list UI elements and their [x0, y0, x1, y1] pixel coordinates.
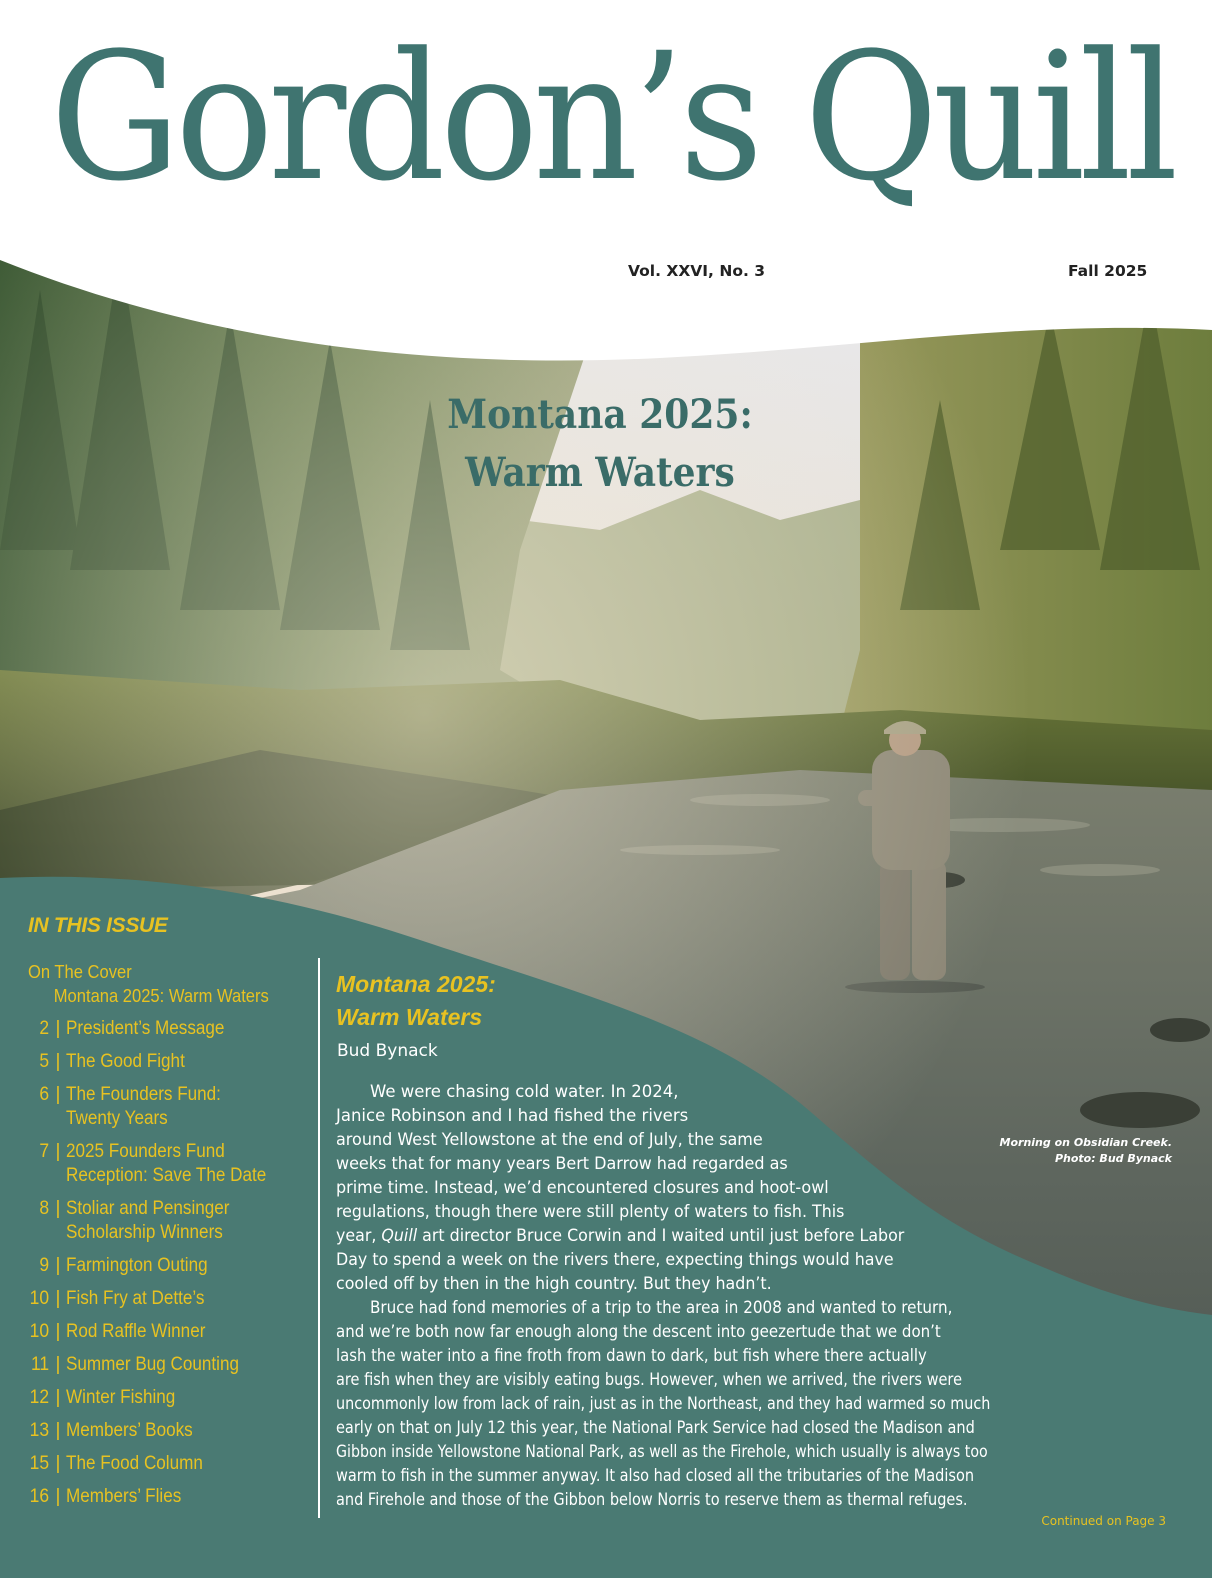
toc-item-title: The Food Column [66, 1453, 203, 1474]
article-italic-quill: Quill [381, 1226, 418, 1245]
toc-page-number: 12 [29, 1387, 50, 1408]
toc-separator: | [55, 1084, 61, 1105]
toc-item[interactable] [28, 1452, 308, 1476]
toc-item[interactable] [28, 1386, 308, 1410]
cover-headline-line1: Montana 2025: [447, 391, 753, 438]
article-byline: Bud Bynack [337, 1041, 438, 1061]
toc-item[interactable] [28, 1140, 308, 1188]
photo-caption-line1: Morning on Obsidian Creek. [999, 1136, 1172, 1149]
toc-page-number: 5 [39, 1051, 50, 1072]
toc-separator: | [55, 1288, 61, 1309]
article-line: Janice Robinson and I had fished the rivers [336, 1106, 689, 1125]
article-line: are fish when they are visibly eating bugs. However, when we arrived, the rivers were [336, 1370, 963, 1389]
continued-link[interactable]: Continued on Page 3 [1041, 1514, 1166, 1528]
article-line: and we’re both now far enough along the descent into geezertude that we don’t [336, 1322, 941, 1341]
toc-item-title: President’s Message [66, 1018, 225, 1039]
volume-number: Vol. XXVI, No. 3 [628, 262, 766, 280]
toc-heading: IN THIS ISSUE [28, 914, 168, 937]
toc-item[interactable] [28, 1353, 308, 1377]
toc-separator: | [55, 1141, 61, 1162]
toc-item-title: The Founders Fund: Twenty Years [66, 1084, 221, 1129]
table-of-contents [28, 914, 308, 1518]
toc-list [28, 1017, 308, 1509]
toc-item-title: Rod Raffle Winner [66, 1321, 206, 1342]
article-title-line2: Warm Waters [336, 1004, 483, 1030]
toc-cover-label: On The Cover [28, 962, 132, 982]
toc-page-number: 7 [39, 1141, 50, 1162]
article-line: Day to spend a week on the rivers there, expecting things would have [336, 1250, 894, 1269]
toc-separator: | [55, 1354, 61, 1375]
toc-item-title: 2025 Founders Fund Reception: Save The Date [66, 1141, 267, 1186]
toc-separator: | [55, 1051, 61, 1072]
toc-item[interactable] [28, 1287, 308, 1311]
article-line: uncommonly low from lack of rain, just as in the Northeast, and they had warmed so much [336, 1394, 991, 1413]
article-line: around West Yellowstone at the end of July, the same [336, 1130, 763, 1149]
article-line: lash the water into a fine froth from dawn to dark, but fish where there actually [336, 1346, 927, 1365]
toc-page-number: 8 [39, 1198, 50, 1219]
toc-page-number: 11 [30, 1354, 50, 1375]
toc-separator: | [55, 1420, 61, 1441]
toc-page-number: 2 [39, 1018, 50, 1039]
article-line: We were chasing cold water. In 2024, [370, 1082, 679, 1101]
toc-page-number: 10 [29, 1321, 50, 1342]
article-line: Gibbon inside Yellowstone National Park, as well as the Firehole, which usually is always too [336, 1442, 988, 1461]
toc-item-title: Summer Bug Counting [66, 1354, 239, 1375]
toc-separator: | [55, 1018, 61, 1039]
toc-page-number: 10 [29, 1288, 50, 1309]
toc-separator: | [55, 1321, 61, 1342]
article-title [336, 968, 496, 1034]
article-line: cooled off by then in the high country. But they hadn’t. [336, 1274, 772, 1293]
masthead-wave [0, 240, 1212, 380]
toc-separator: | [55, 1486, 61, 1507]
cover-headline [438, 386, 762, 502]
photo-caption-line2: Photo: Bud Bynack [1054, 1152, 1172, 1165]
toc-item-title: Stoliar and Pensinger Scholarship Winners [66, 1198, 230, 1243]
article-text: year, [336, 1226, 377, 1245]
article-line: early on that on July 12 this year, the National Park Service had closed the Madison and [336, 1418, 975, 1437]
article-line: Bruce had fond memories of a trip to the area in 2008 and wanted to return, [370, 1298, 953, 1317]
toc-page-number: 9 [39, 1255, 50, 1276]
toc-item-title: Fish Fry at Dette’s [66, 1288, 205, 1309]
toc-item-title: Members’ Flies [66, 1486, 182, 1507]
toc-item-title: Winter Fishing [66, 1387, 176, 1408]
article-line: warm to fish in the summer anyway. It also had closed all the tributaries of the Madison [336, 1466, 975, 1485]
article-line: weeks that for many years Bert Darrow had regarded as [336, 1154, 788, 1173]
toc-page-number: 6 [39, 1084, 50, 1105]
toc-item[interactable] [28, 1017, 308, 1041]
toc-item[interactable] [28, 1197, 308, 1245]
toc-cover-item[interactable]: Montana 2025: Warm Waters [53, 986, 269, 1006]
toc-item[interactable] [28, 1050, 308, 1074]
toc-item[interactable] [28, 1320, 308, 1344]
toc-item[interactable] [28, 1419, 308, 1443]
toc-item[interactable] [28, 1485, 308, 1509]
toc-page-number: 13 [29, 1420, 50, 1441]
toc-page-number: 15 [29, 1453, 50, 1474]
issue-season: Fall 2025 [1068, 262, 1148, 280]
toc-item[interactable] [28, 1083, 308, 1131]
article-line: prime time. Instead, we’d encountered closures and hoot-owl [336, 1178, 829, 1197]
newsletter-title: Gordon’s Quill [50, 15, 1173, 220]
column-divider [318, 958, 320, 1518]
article-line: and Firehole and those of the Gibbon below Norris to reserve them as thermal refuges. [336, 1490, 968, 1509]
toc-item-title: Members’ Books [66, 1420, 193, 1441]
article-text: art director Bruce Corwin and I waited until just before Labor [422, 1226, 905, 1245]
cover-headline-line2: Warm Waters [465, 449, 735, 496]
toc-separator: | [55, 1453, 61, 1474]
article-line-mixed [336, 1226, 904, 1246]
toc-item-title: The Good Fight [66, 1051, 185, 1072]
toc-separator: | [55, 1255, 61, 1276]
toc-page-number: 16 [29, 1486, 50, 1507]
article-title-line1: Montana 2025: [336, 971, 496, 997]
article-line: regulations, though there were still plenty of waters to fish. This [336, 1202, 845, 1221]
masthead [0, 0, 1212, 250]
toc-separator: | [55, 1387, 61, 1408]
toc-item-title: Farmington Outing [66, 1255, 208, 1276]
toc-separator: | [55, 1198, 61, 1219]
photo-caption [1000, 1135, 1172, 1167]
toc-item[interactable] [28, 1254, 308, 1278]
